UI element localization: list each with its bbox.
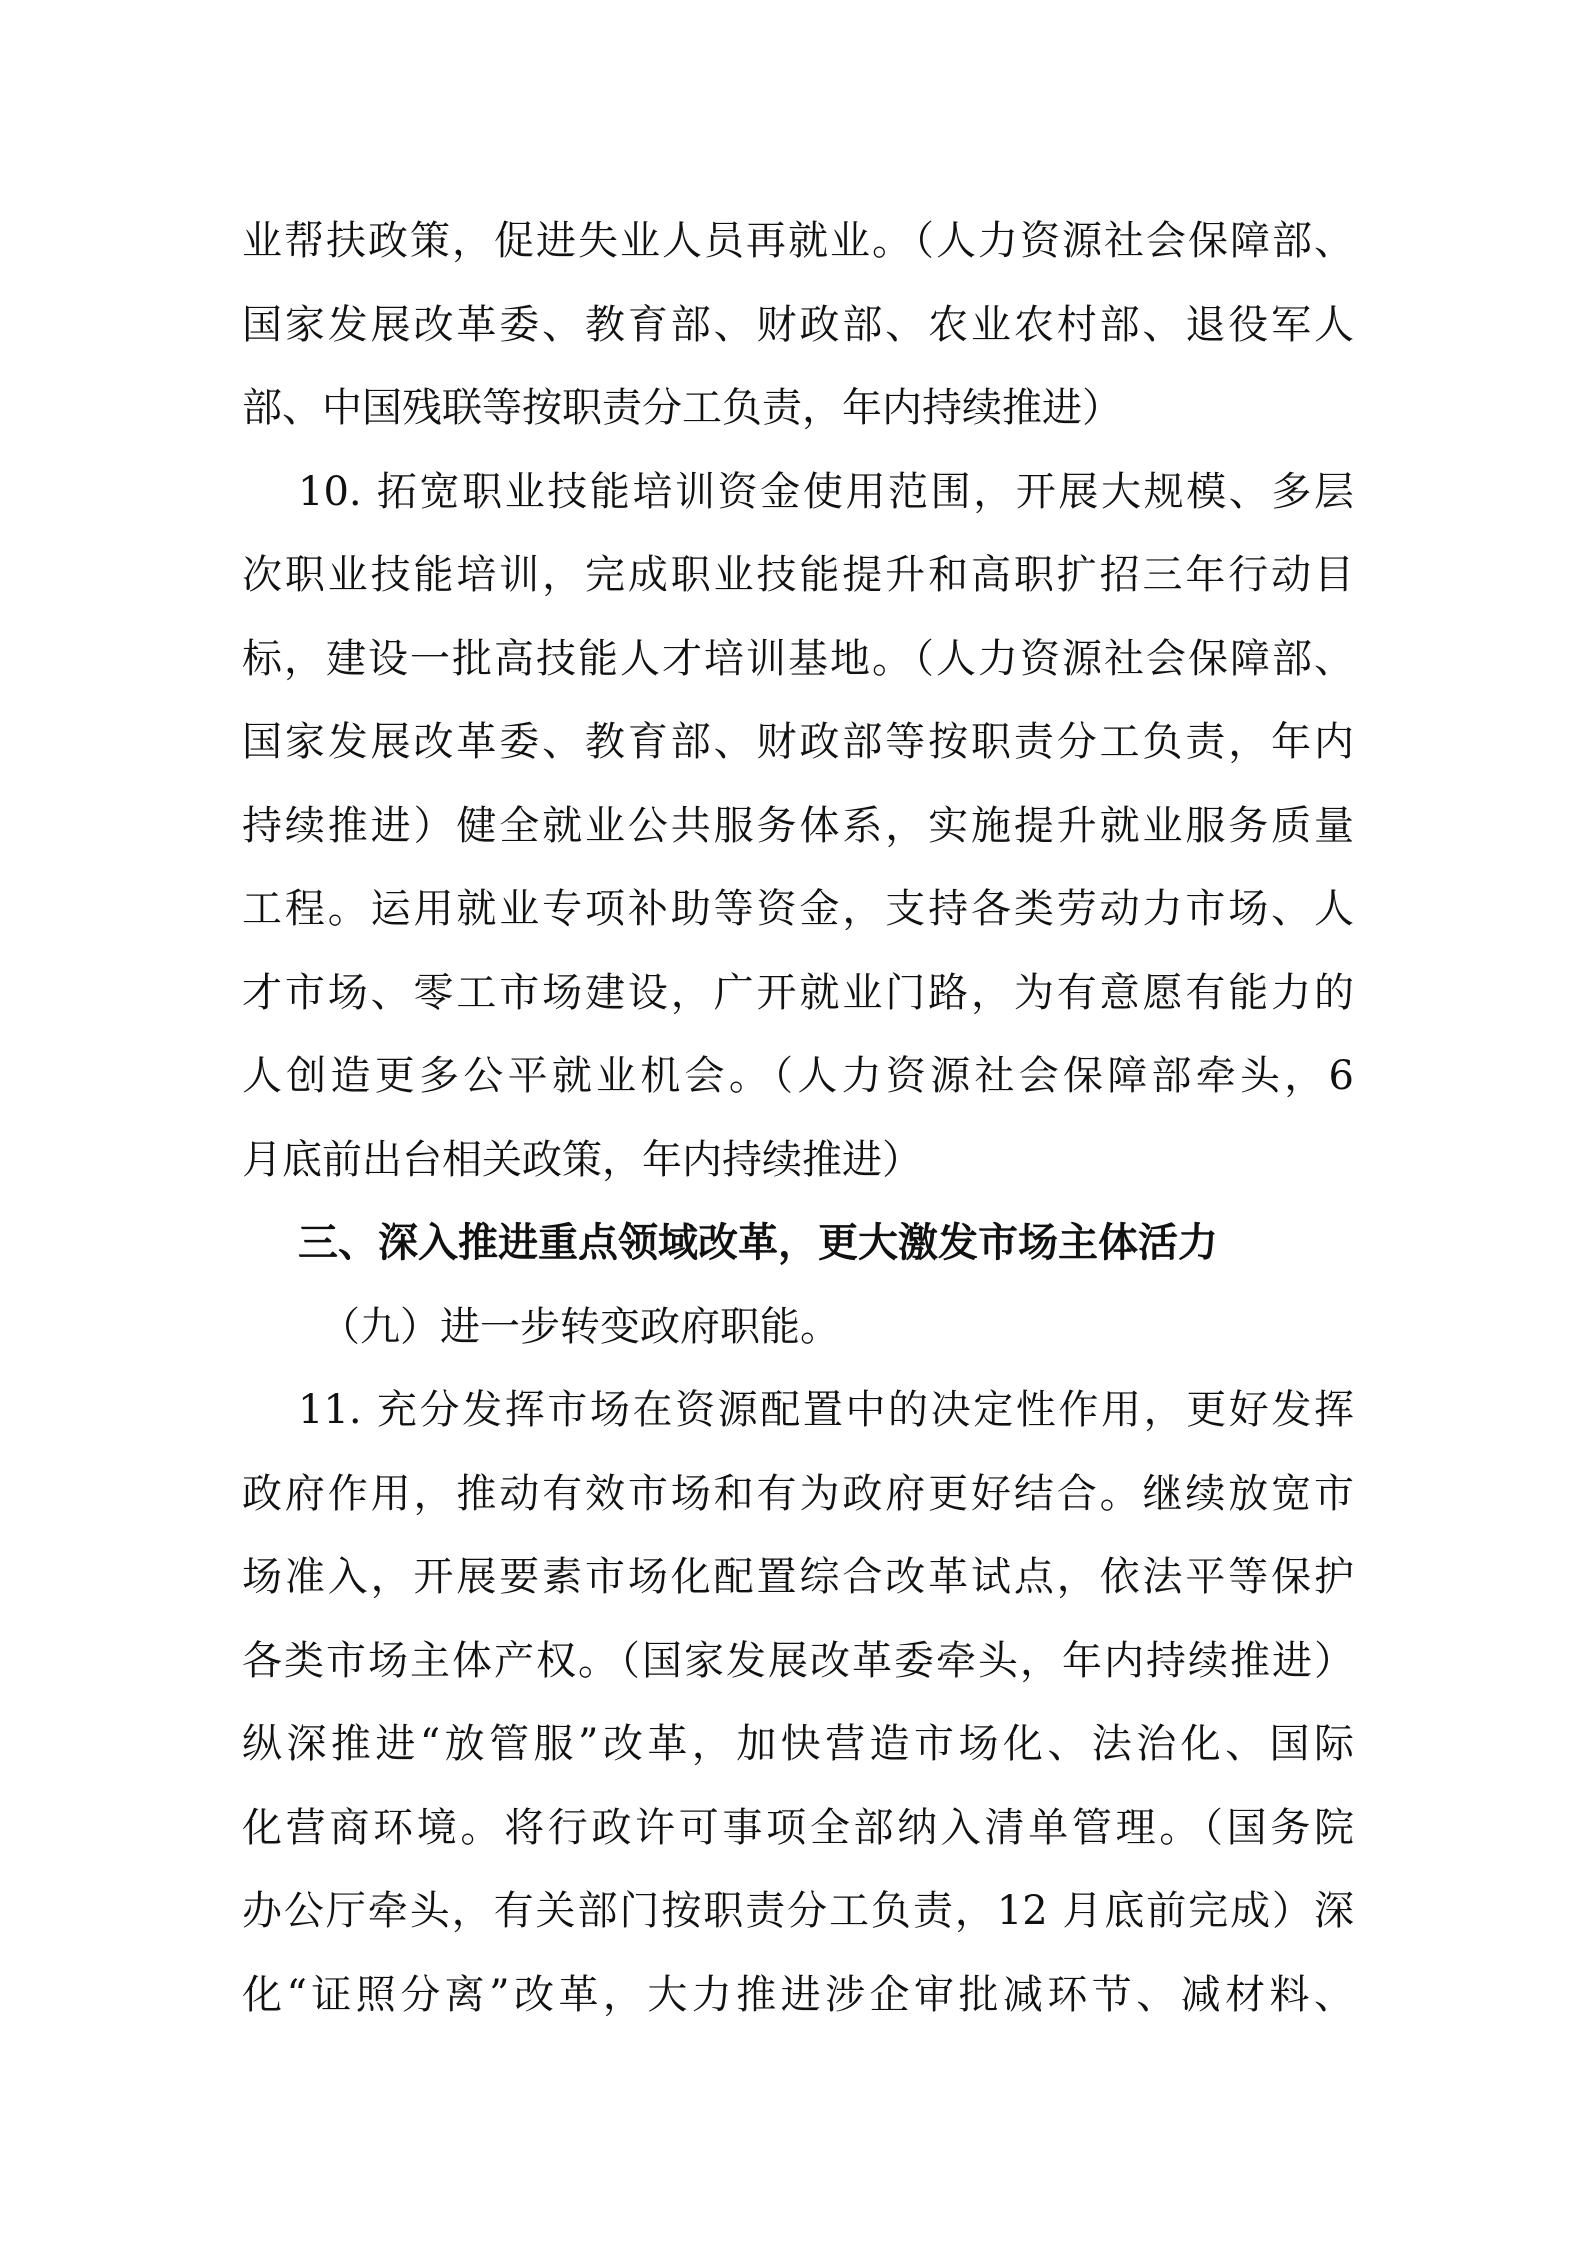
item-10-start: 10. 拓宽职业技能培训资金使用范围，开展大规模、多层	[298, 468, 1354, 515]
paragraph-line: 政府作用，推动有效市场和有为政府更好结合。继续放宽市	[242, 1470, 1354, 1517]
paragraph-line: 次职业技能培训，完成职业技能提升和高职扩招三年行动目	[242, 552, 1354, 598]
paragraph-line: 化“证照分离”改革，大力推进涉企审批减环节、减材料、	[242, 1971, 1354, 2018]
document-body	[242, 200, 1354, 2037]
paragraph-line: 持续推进）健全就业公共服务体系，实施提升就业服务质量	[242, 802, 1354, 849]
paragraph-line: 业帮扶政策，促进失业人员再就业。（人力资源社会保障部、	[242, 218, 1354, 264]
paragraph-line: 工程。运用就业专项补助等资金，支持各类劳动力市场、人	[242, 886, 1354, 932]
item-11-start: 11. 充分发挥市场在资源配置中的决定性作用，更好发挥	[298, 1387, 1354, 1433]
paragraph-line: 各类市场主体产权。（国家发展改革委牵头，年内持续推进）	[242, 1637, 1354, 1684]
paragraph-line: 国家发展改革委、教育部、财政部等按职责分工负责，年内	[242, 719, 1354, 765]
paragraph-line: 场准入，开展要素市场化配置综合改革试点，依法平等保护	[242, 1554, 1354, 1600]
paragraph-line: 办公厅牵头，有关部门按职责分工负责，12 月底前完成）深	[242, 1888, 1354, 1934]
paragraph-line: 部、中国残联等按职责分工负责，年内持续推进）	[242, 385, 1122, 431]
subsection-heading: （九）进一步转变政府职能。	[320, 1303, 840, 1350]
paragraph-line: 化营商环境。将行政许可事项全部纳入清单管理。（国务院	[242, 1804, 1354, 1851]
paragraph-line: 国家发展改革委、教育部、财政部、农业农村部、退役军人	[242, 301, 1354, 348]
paragraph-line: 人创造更多公平就业机会。（人力资源社会保障部牵头，6	[242, 1053, 1354, 1099]
paragraph-line: 才市场、零工市场建设，广开就业门路，为有意愿有能力的	[242, 969, 1354, 1016]
paragraph-line: 标，建设一批高技能人才培训基地。（人力资源社会保障部、	[242, 635, 1354, 682]
paragraph-line: 月底前出台相关政策，年内持续推进）	[242, 1136, 922, 1183]
section-heading: 三、深入推进重点领域改革，更大激发市场主体活力	[298, 1220, 1218, 1266]
paragraph-line: 纵深推进“放管服”改革，加快营造市场化、法治化、国际	[242, 1721, 1354, 1767]
